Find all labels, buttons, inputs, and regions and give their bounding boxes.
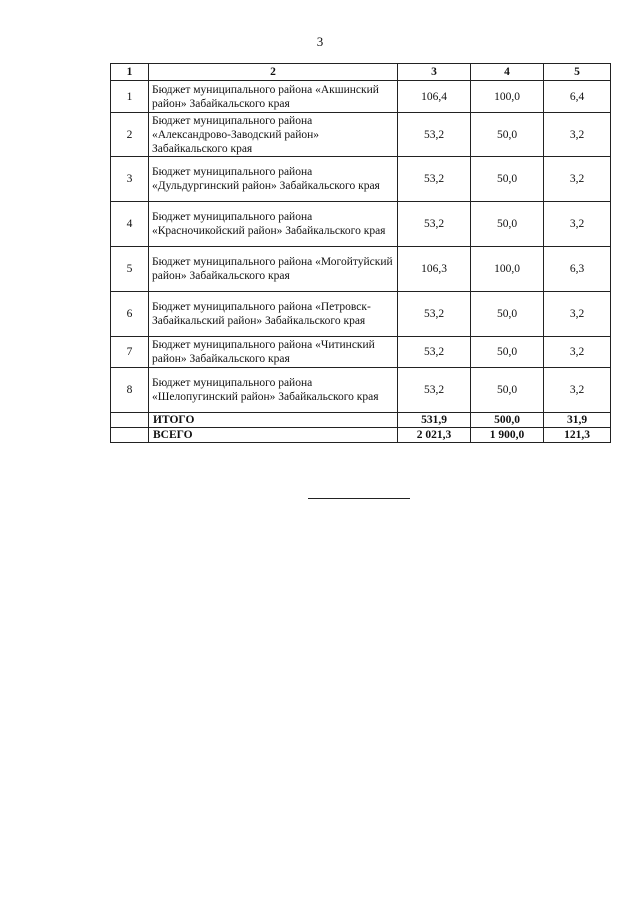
- budget-name: Бюджет муниципального района «Читинский район» Забайкальского края: [149, 337, 398, 368]
- subtotal-row: [111, 413, 611, 428]
- subtotal-col4: 500,0: [471, 413, 544, 428]
- closing-separator-line: [308, 498, 410, 499]
- subtotal-col3: 531,9: [398, 413, 471, 428]
- budget-name: Бюджет муниципального района «Акшинский район» Забайкальского края: [149, 81, 398, 113]
- page-number: 3: [316, 34, 324, 49]
- value-col3: 53,2: [398, 337, 471, 368]
- value-col3: 106,3: [398, 247, 471, 292]
- budget-name: Бюджет муниципального района «Могойтуйский район» Забайкальского края: [149, 247, 398, 292]
- subtotal-col5: 31,9: [544, 413, 611, 428]
- table-row: [111, 113, 611, 157]
- budget-table: [110, 63, 611, 443]
- budget-name: Бюджет муниципального района «Александрово-Заводский район» Забайкальского края: [149, 113, 398, 157]
- empty-cell: [111, 428, 149, 443]
- column-header: 2: [149, 64, 398, 81]
- value-col3: 53,2: [398, 113, 471, 157]
- value-col3: 53,2: [398, 202, 471, 247]
- value-col3: 53,2: [398, 292, 471, 337]
- value-col5: 3,2: [544, 337, 611, 368]
- table-row: [111, 81, 611, 113]
- value-col3: 53,2: [398, 157, 471, 202]
- table-header-row: [111, 64, 611, 81]
- row-number: 7: [111, 337, 149, 368]
- value-col4: 50,0: [471, 368, 544, 413]
- grand-total-label: ВСЕГО: [149, 428, 398, 443]
- row-number: 2: [111, 113, 149, 157]
- value-col5: 3,2: [544, 113, 611, 157]
- value-col4: 100,0: [471, 81, 544, 113]
- column-header: 1: [111, 64, 149, 81]
- budget-name: Бюджет муниципального района «Красночикойский район» Забайкальского края: [149, 202, 398, 247]
- grand-total-col5: 121,3: [544, 428, 611, 443]
- column-header: 3: [398, 64, 471, 81]
- value-col4: 50,0: [471, 157, 544, 202]
- value-col4: 50,0: [471, 202, 544, 247]
- table-row: [111, 337, 611, 368]
- value-col5: 3,2: [544, 292, 611, 337]
- row-number: 6: [111, 292, 149, 337]
- column-header: 5: [544, 64, 611, 81]
- row-number: 3: [111, 157, 149, 202]
- value-col5: 3,2: [544, 368, 611, 413]
- row-number: 5: [111, 247, 149, 292]
- value-col4: 50,0: [471, 113, 544, 157]
- table-row: [111, 247, 611, 292]
- budget-name: Бюджет муниципального района «Дульдургинский район» Забайкальского края: [149, 157, 398, 202]
- value-col4: 100,0: [471, 247, 544, 292]
- empty-cell: [111, 413, 149, 428]
- table-row: [111, 368, 611, 413]
- grand-total-col3: 2 021,3: [398, 428, 471, 443]
- budget-name: Бюджет муниципального района «Петровск-Забайкальский район» Забайкальского края: [149, 292, 398, 337]
- value-col3: 53,2: [398, 368, 471, 413]
- value-col4: 50,0: [471, 337, 544, 368]
- row-number: 4: [111, 202, 149, 247]
- value-col5: 3,2: [544, 157, 611, 202]
- grand-total-col4: 1 900,0: [471, 428, 544, 443]
- row-number: 8: [111, 368, 149, 413]
- row-number: 1: [111, 81, 149, 113]
- value-col4: 50,0: [471, 292, 544, 337]
- grand-total-row: [111, 428, 611, 443]
- table-row: [111, 202, 611, 247]
- table-row: [111, 157, 611, 202]
- subtotal-label: ИТОГО: [149, 413, 398, 428]
- value-col5: 3,2: [544, 202, 611, 247]
- column-header: 4: [471, 64, 544, 81]
- value-col5: 6,4: [544, 81, 611, 113]
- value-col5: 6,3: [544, 247, 611, 292]
- table-row: [111, 292, 611, 337]
- value-col3: 106,4: [398, 81, 471, 113]
- budget-name: Бюджет муниципального района «Шелопугинский район» Забайкальского края: [149, 368, 398, 413]
